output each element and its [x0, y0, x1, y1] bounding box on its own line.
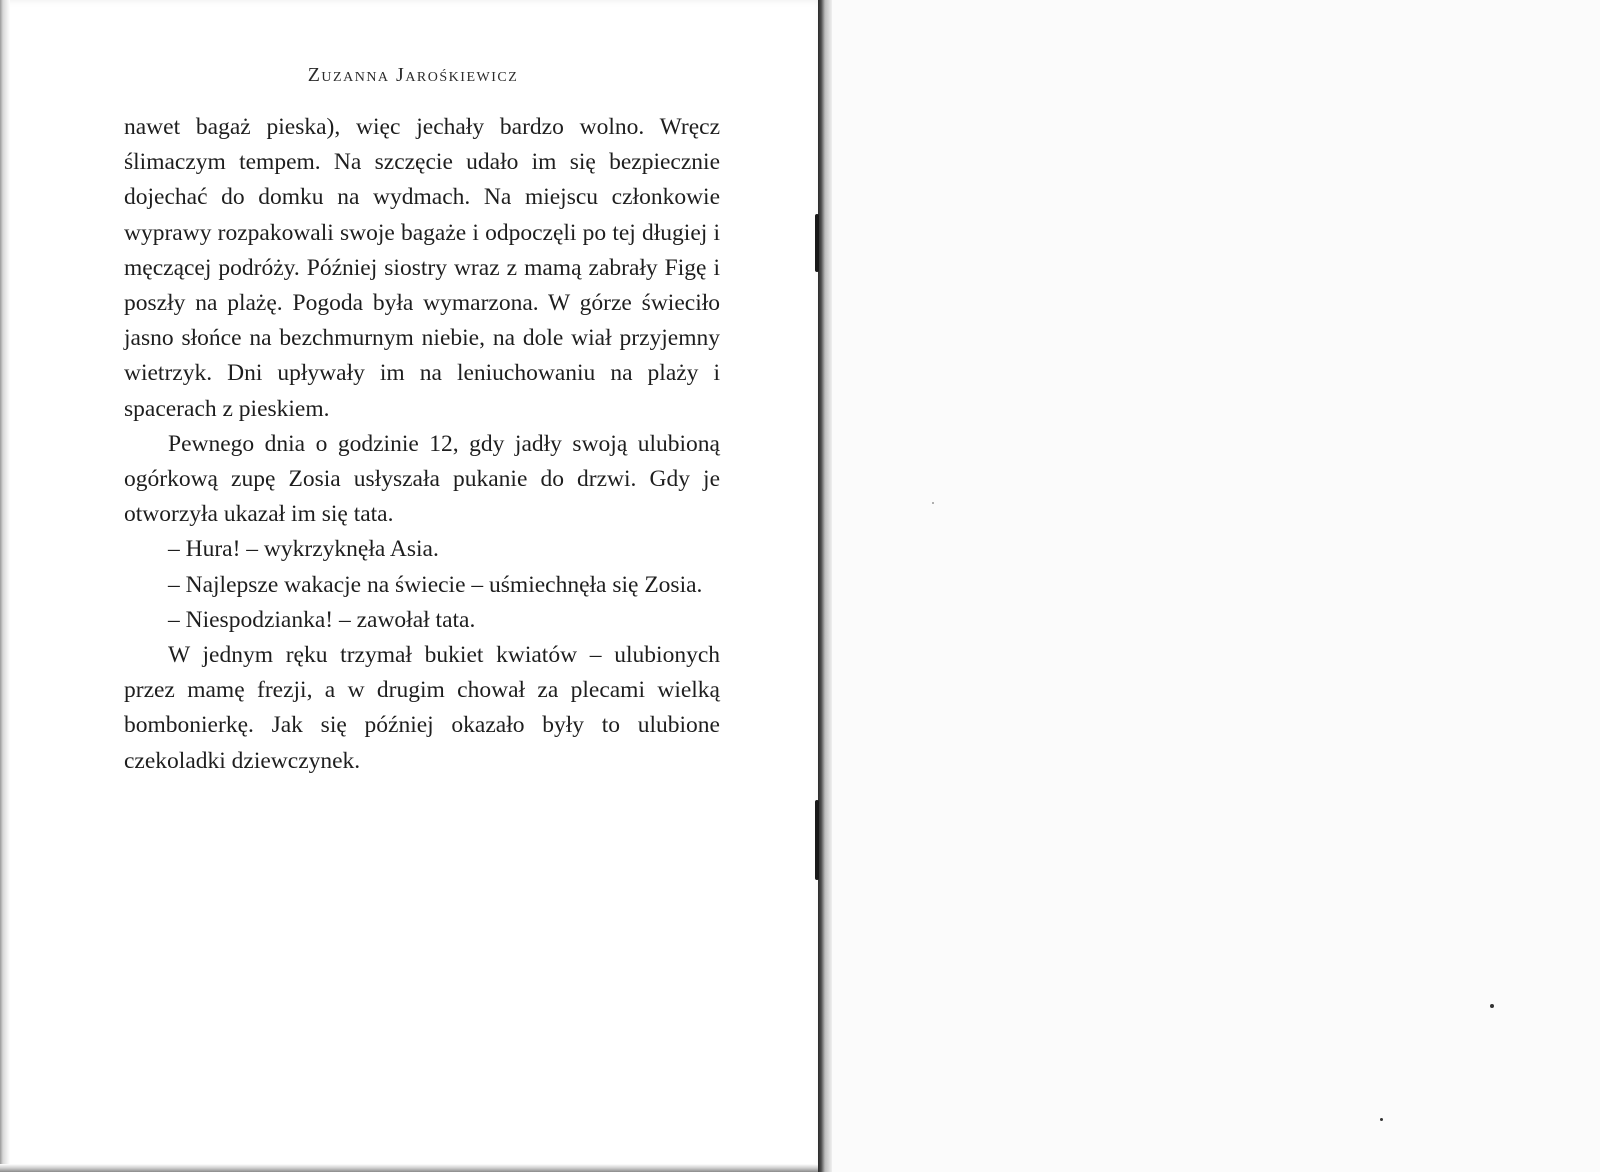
page-edge-shadow — [0, 0, 10, 1172]
dust-speck — [932, 502, 934, 504]
dialogue-line: – Hura! – wykrzyknęła Asia. — [168, 536, 439, 563]
paragraph: nawet bagaż pieska), więc jechały bardzo wolno. Wręcz ślimaczym tempem. Na szczęcie udało im się bezpiecznie dojechać do domku na wydmach. Na miejscu członkowie wyprawy rozpakowali swoje bagaże i odpoczęli po tej długiej i męczącej podróży. Później siostry wraz z mamą zabrały Figę i poszły na plażę. Pogoda była wymarzona. W górze świeciło jasno słońce na bezchmurnym niebie, na dole wiał przyjemny wietrzyk. Dni upływały im na leniuchowaniu na plaży i spacerach z pieskiem. — [124, 114, 720, 422]
running-head: Zuzanna Jarośkiewicz — [307, 64, 519, 86]
binding-stitch — [815, 800, 819, 880]
dialogue-line: – Najlepsze wakacje na świecie – uśmiechnęła się Zosia. — [168, 571, 703, 598]
right-page-blank — [826, 0, 1600, 1172]
binding-stitch — [815, 214, 819, 272]
page-bottom-edge — [0, 1164, 826, 1172]
dialogue-line: – Niespodzianka! – zawołał tata. — [168, 606, 476, 633]
dust-speck — [1380, 1118, 1383, 1121]
book-spine — [818, 0, 832, 1172]
paragraph: Pewnego dnia o godzinie 12, gdy jadły swoją ulubioną ogórkową zupę Zosia usłyszała pukanie do drzwi. Gdy je otworzyła ukazał im się tata. — [124, 430, 720, 528]
dust-speck — [1490, 1004, 1494, 1008]
paragraph: W jednym ręku trzymał bukiet kwiatów – ulubionych przez mamę frezji, a w drugim chował za plecami wielką bombonierkę. Jak się później okazało były to ulubione czekoladki dziewczynek. — [124, 642, 720, 774]
body-text — [124, 110, 720, 779]
